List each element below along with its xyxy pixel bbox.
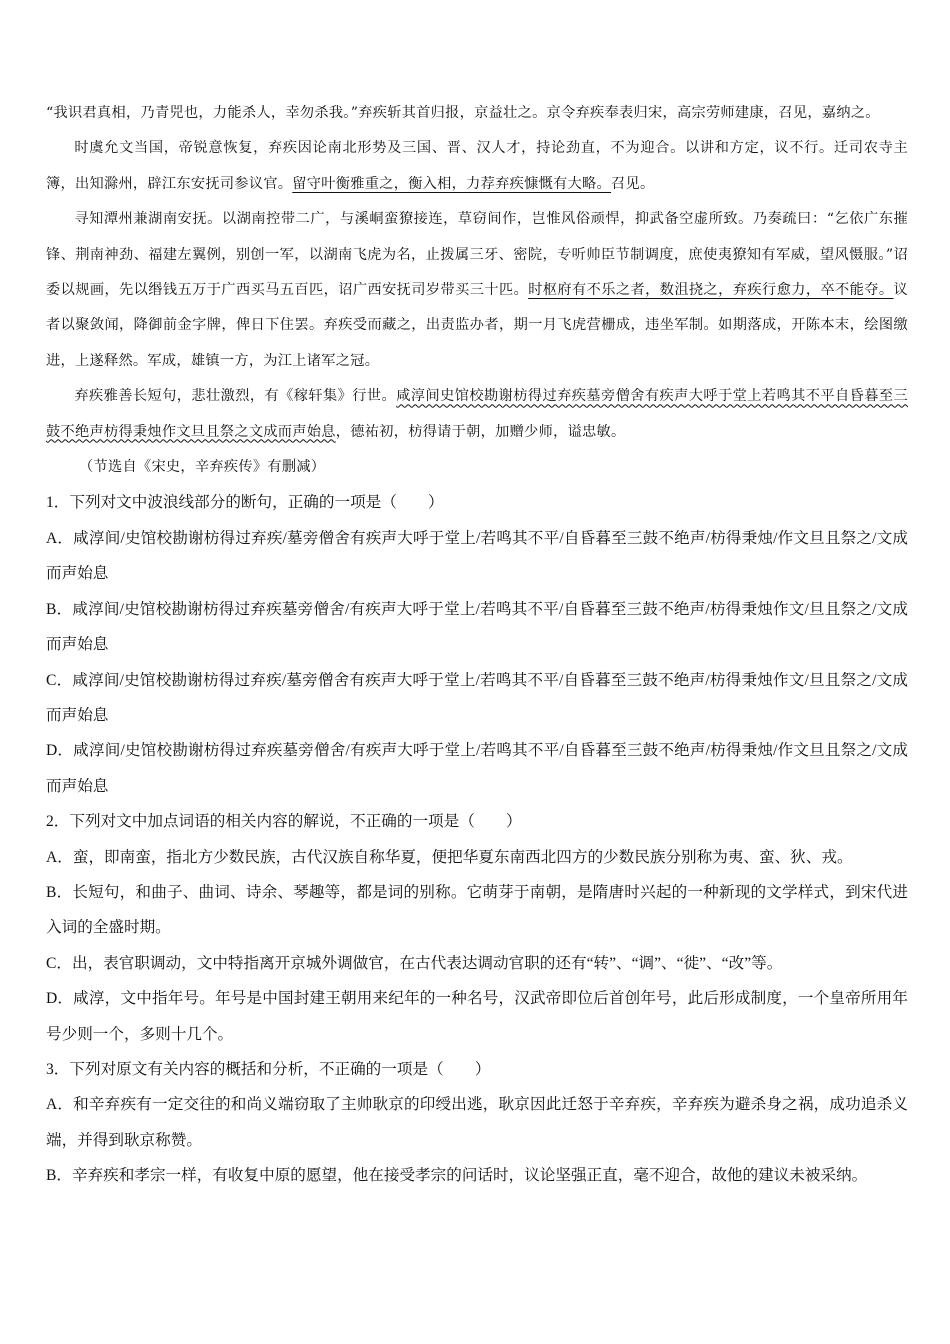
question-2-stem: 2．下列对文中加点词语的相关内容的解说，不正确的一项是（ ） (46, 813, 522, 831)
question-1-option-c: C．咸淳间/史馆校勘谢枋得过弃疾/墓旁僧舍有疾声大呼于堂上/若鸣其不平/自昏暮至三鼓不绝声/枋得秉烛作文/旦且祭之/文成而声始息 (46, 671, 908, 724)
underlined-sentence: 留守叶衡雅重之，衡入相，力荐弃疾慷慨有大略。 (292, 175, 612, 192)
question-2-option-d: D．咸淳，文中指年号。年号是中国封建王朝用来纪年的一种名号，汉武帝即位后首创年号，此后形成制度，一个皇帝所用年号少则一个，多则十几个。 (46, 990, 908, 1043)
question-1-option-d: D．咸淳间/史馆校勘谢枋得过弃疾墓旁僧舍/有疾声大呼于堂上/若鸣其不平/自昏暮至三鼓不绝声/枋得秉烛/作文旦且祭之/文成而声始息 (46, 742, 908, 795)
wavy-underlined-sentence: 咸淳间史馆校勘谢枋得过弃疾墓旁僧舍有疾声大呼于堂上若鸣其不平自昏暮至三鼓不绝声枋得秉烛作文旦且祭之文成而声始息 (46, 388, 908, 440)
passage-paragraph-3 (46, 202, 908, 379)
passage-text: ，德祐初，枋得请于朝，加赠少师，谥忠敏。 (335, 423, 626, 440)
passage-source: （节选自《宋史，辛弃疾传》有删减） (79, 459, 326, 476)
document-page (46, 96, 908, 1194)
question-3-stem: 3．下列对原文有关内容的概括和分析，不正确的一项是（ ） (46, 1060, 491, 1078)
question-1-option-a: A．咸淳间/史馆校勘谢枋得过弃疾/墓旁僧舍有疾声大呼于堂上/若鸣其不平/自昏暮至三鼓不绝声/枋得秉烛/作文旦且祭之/文成而声始息 (46, 529, 908, 583)
passage-text: 弃疾雅善长短句，悲壮激烈，有《稼轩集》行世。 (74, 388, 397, 405)
question-1-option-b: B．咸淳间/史馆校勘谢枋得过弃疾墓旁僧舍/有疾声大呼于堂上/若鸣其不平/自昏暮至三鼓不绝声/枋得秉烛作文/旦且祭之/文成而声始息 (46, 600, 908, 654)
passage-text: 召见。 (611, 175, 655, 192)
question-3-option-a: A．和辛弃疾有一定交往的和尚义端窃取了主帅耿京的印绶出逃，耿京因此迁怒于辛弃疾，辛弃疾为避杀身之祸，成功追杀义端，并得到耿京称赞。 (46, 1096, 908, 1149)
question-1-stem: 1．下列对文中波浪线部分的断句，正确的一项是（ ） (46, 494, 444, 512)
underlined-sentence: 时枢府有不乐之者，数沮挠之，弃疾行愈力，卒不能夺。 (528, 282, 894, 299)
passage-text: 议者以聚敛闻，降御前金字牌，俾日下住罢。弃疾受而藏之，出责监办者，期一月飞虎营栅成，违坐军制。如期落成，开陈本末，绘图缴进，上遂释然。军成，雄镇一方，为江上诸军之冠。 (46, 282, 908, 369)
question-list (46, 485, 908, 1193)
passage-paragraph-4 (46, 379, 908, 450)
passage-paragraph-2 (46, 131, 908, 202)
question-2-option-c: C．出，表官职调动，文中特指离开京城外调做官，在古代表达调动官职的还有“转”、“调”、“徙”、“改”等。 (46, 954, 783, 972)
question-2-option-a: A．蛮，即南蛮，指北方少数民族，古代汉族自称华夏，便把华夏东南西北四方的少数民族分别称为夷、蛮、狄、戎。 (46, 848, 853, 866)
passage-text: 寻知潭州兼湖南安抚。以湖南控带二广，与溪峒蛮獠接连，草窃间作，岂惟风俗顽悍，抑武备空虚所致。乃奏疏曰：“乞依广东摧锋、荆南神劲、福建左翼例，别创一军，以湖南飞虎为名，止拨属三牙、密院，专听帅臣节制调度，庶使夷獠知有军威，望风慑服。”诏委以规画，先以缗钱五万于广西买马五百匹，诏广西安抚司岁带买三十匹。 (46, 211, 908, 299)
passage-paragraph-1: “我识君真相，乃青兕也，力能杀人，幸勿杀我。”弃疾斩其首归报，京益壮之。京令弃疾奉表归宋，高宗劳师建康，召见，嘉纳之。 (46, 105, 880, 121)
question-3-option-b: B．辛弃疾和孝宗一样，有收复中原的愿望，他在接受孝宗的问话时，议论坚强正直，毫不迎合，故他的建议未被采纳。 (46, 1167, 868, 1185)
passage-text: 时虞允文当国，帝锐意恢复，弃疾因论南北形势及三国、晋、汉人才，持论劲直，不为迎合。以讲和方定，议不行。迁司农寺主簿，出知滁州，辟江东安抚司参议官。 (46, 140, 908, 192)
classical-passage (46, 96, 908, 485)
question-2-option-b: B．长短句，和曲子、曲词、诗余、琴趣等，都是词的别称。它萌芽于南朝，是隋唐时兴起的一种新现的文学样式，到宋代进入词的全盛时期。 (46, 883, 908, 937)
